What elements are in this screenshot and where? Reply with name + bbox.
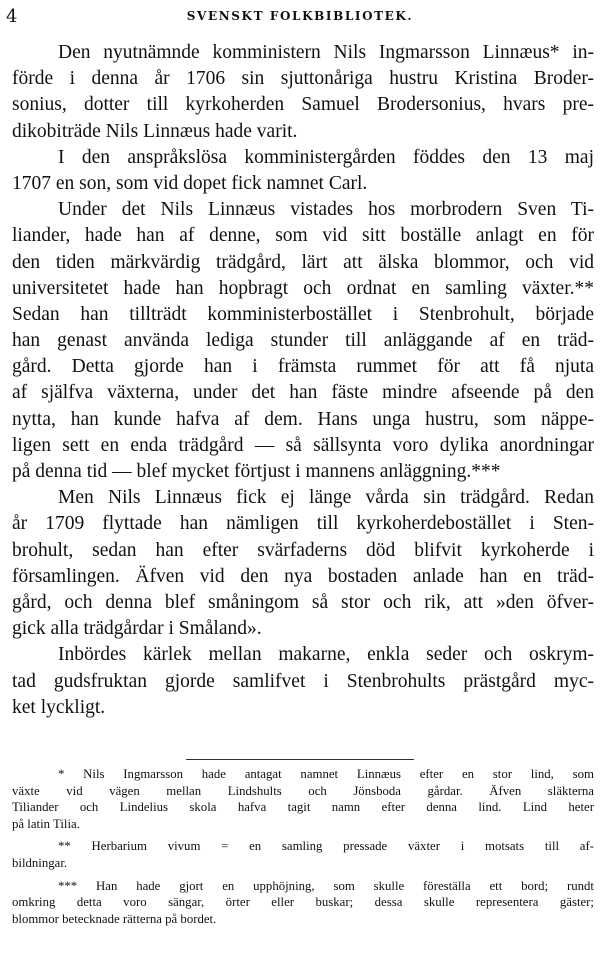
paragraph	[12, 197, 594, 485]
text-line: sonius, dotter till kyrkoherden Samuel Brodersonius, hvars pre-	[12, 94, 594, 116]
text-line: brohult, sedan han efter svärfaderns död blifvit kyrkoherde i	[12, 539, 594, 561]
text-line: liander, hade han af denne, som vid sitt boställe anlagt en för	[12, 225, 594, 247]
text-line: år 1709 flyttade han nämligen till kyrkoherdebostället i Sten-	[12, 513, 594, 535]
text-line: ket lyckligt.	[12, 696, 106, 718]
text-line: den tiden märkvärdig trädgård, lärt att älska blommor, och vid	[12, 251, 594, 273]
page-number: 4	[6, 6, 18, 27]
text-line: nytta, han kunde hafva af dem. Hans unga hustru, som näppe-	[12, 408, 594, 430]
text-line: dikobiträde Nils Linnæus hade varit.	[12, 120, 298, 142]
text-line: han genast använda lediga stunder till anläggande af en träd-	[12, 330, 594, 352]
text-line: ligen sett en enda trädgård — så sällsynta voro dylika anordningar	[12, 434, 594, 456]
text-line: gård, och denna blef småningom så stor och rik, att »den öfver-	[12, 591, 594, 613]
text-line: gård. Detta gjorde han i främsta rummet för att få njuta	[12, 356, 594, 378]
running-title: SVENSKT FOLKBIBLIOTEK.	[186, 9, 414, 23]
footnote-line: bildningar.	[12, 855, 68, 870]
footnote-line: blommor betecknade rätterna på bordet.	[12, 911, 217, 926]
text-line: universitetet hade han hopbragt och ordnat en samling växter.**	[12, 277, 594, 299]
text-line: Men Nils Linnæus fick ej länge vårda sin trädgård. Redan	[58, 487, 594, 509]
text-line: Den nyutnämnde komministern Nils Ingmarsson Linnæus* in-	[58, 42, 594, 63]
footnote-line: * Nils Ingmarsson hade antagat namnet Linnæus efter en stor lind, som	[58, 767, 594, 781]
text-line: församlingen. Äfven vid den nya bostaden anlade han en träd-	[12, 565, 594, 587]
text-line: tad gudsfruktan gjorde samlifvet i Stenbrohults prästgård myc-	[12, 670, 594, 692]
text-line: I den anspråkslösa komministergården föddes den 13 maj	[58, 146, 594, 168]
text-line: 1707 en son, som vid dopet fick namnet Carl.	[12, 172, 368, 194]
footnote-line: ** Herbarium vivum = en samling pressade växter i motsats till af-	[58, 839, 594, 854]
footnote	[12, 838, 594, 871]
text-line: Sedan han tillträdt komministerbostället i Stenbrohult, började	[12, 303, 594, 325]
footnote-line: växte vid vägen mellan Lindshults och Jönsboda gårdar. Äfven släkterna	[12, 783, 594, 798]
footnote-line: omkring detta voro sängar, örter eller buskar; dessa skulle representera gäster;	[12, 895, 594, 910]
text-line: gick alla trädgårdar i Småland».	[12, 618, 262, 640]
footnote-line: *** Han hade gjort en upphöjning, som skulle föreställa ett bord; rundt	[58, 878, 594, 893]
paragraph	[12, 40, 594, 145]
text-line: förde i denna år 1706 sin sjuttonåriga hustru Kristina Broder-	[12, 68, 594, 90]
paragraph	[12, 642, 594, 721]
text-line: Inbördes kärlek mellan makarne, enkla seder och oskrym-	[58, 644, 594, 666]
footnotes	[12, 766, 594, 927]
main-text	[12, 40, 594, 721]
paragraph	[12, 485, 594, 642]
footnote	[12, 878, 594, 928]
text-line: på denna tid — blef mycket förtjust i mannens anläggning.***	[12, 461, 501, 482]
footnote-divider	[186, 759, 414, 760]
page-header	[6, 6, 594, 28]
text-line: af själfva växterna, under det han fäste mindre afseende på den	[12, 382, 594, 404]
footnote-line: Tiliander och Lindelius skola hafva tagit namn efter denna lind. Lind heter	[12, 800, 594, 815]
footnote-line: på latin Tilia.	[12, 816, 80, 831]
text-line: Under det Nils Linnæus vistades hos morbrodern Sven Ti-	[58, 199, 594, 221]
footnote	[12, 766, 594, 832]
paragraph	[12, 145, 594, 197]
